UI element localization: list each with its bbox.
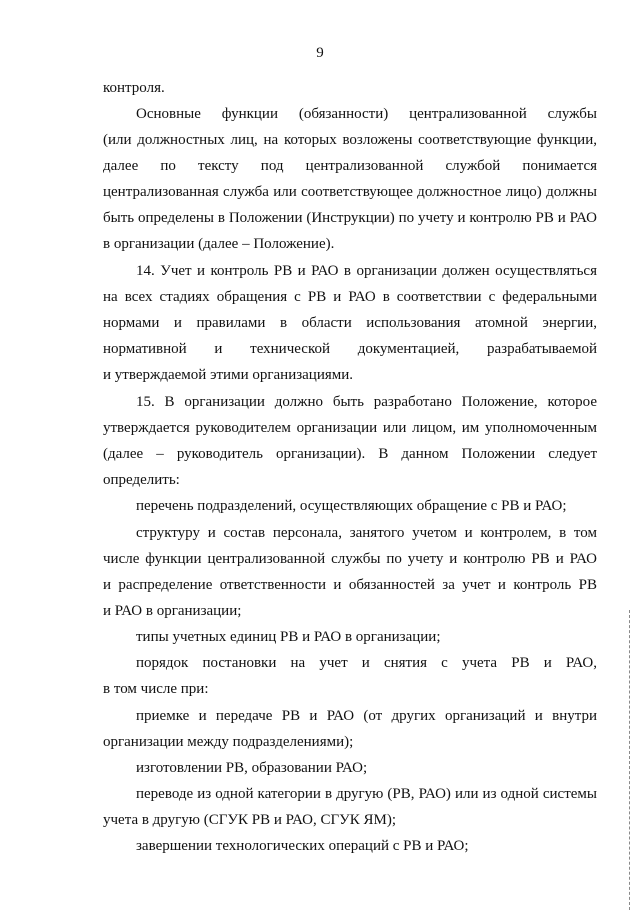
text-line: перечень подразделений, осуществляющих обращение с РВ и РАО; — [136, 498, 567, 514]
text-line: числе функции централизованной службы по учету и контролю РВ и РАО — [103, 551, 597, 567]
text-line: структуру и состав персонала, занятого учетом и контролем, в том — [136, 525, 597, 541]
text-line: изготовлении РВ, образовании РАО; — [136, 760, 368, 776]
text-line: и РАО в организации; — [103, 603, 242, 619]
text-line: контроля. — [103, 80, 165, 96]
text-line: типы учетных единиц РВ и РАО в организации; — [136, 629, 441, 645]
text-line: 14. Учет и контроль РВ и РАО в организации должен осуществляться — [136, 263, 597, 279]
page-number: 9 — [316, 45, 324, 61]
scan-edge-mark — [629, 610, 630, 910]
text-line: в организации (далее – Положение). — [103, 236, 335, 252]
text-line: (далее – руководитель организации). В данном Положении следует — [103, 446, 597, 462]
text-line: 15. В организации должно быть разработано Положение, которое — [136, 394, 597, 410]
text-line: утверждается руководителем организации или лицом, им уполномоченным — [103, 420, 597, 436]
text-line: завершении технологических операций с РВ и РАО; — [136, 838, 469, 854]
text-line: быть определены в Положении (Инструкции) по учету и контролю РВ и РАО — [103, 210, 597, 226]
text-line: нормативной и технической документацией, разрабатываемой — [103, 341, 597, 357]
text-line: учета в другую (СГУК РВ и РАО, СГУК ЯМ); — [103, 812, 397, 828]
text-line: определить: — [103, 472, 180, 488]
text-line: централизованная служба или соответствующее должностное лицо) должны — [103, 184, 597, 200]
text-line: порядок постановки на учет и снятия с учета РВ и РАО, — [136, 655, 597, 671]
text-line: Основные функции (обязанности) централизованной службы — [136, 106, 597, 122]
text-line: нормами и правилами в области использования атомной энергии, — [103, 315, 597, 331]
text-line: (или должностных лиц, на которых возложены соответствующие функции, — [103, 132, 597, 148]
text-line: на всех стадиях обращения с РВ и РАО в соответствии с федеральными — [103, 289, 597, 305]
text-line: и распределение ответственности и обязанностей за учет и контроль РВ — [103, 577, 597, 593]
text-line: в том числе при: — [103, 681, 209, 697]
text-line: переводе из одной категории в другую (РВ, РАО) или из одной системы — [136, 786, 597, 802]
text-line: организации между подразделениями); — [103, 734, 354, 750]
text-line: далее по тексту под централизованной службой понимается — [103, 158, 597, 174]
text-line: приемке и передаче РВ и РАО (от других организаций и внутри — [136, 708, 597, 724]
text-line: и утверждаемой этими организациями. — [103, 367, 354, 383]
